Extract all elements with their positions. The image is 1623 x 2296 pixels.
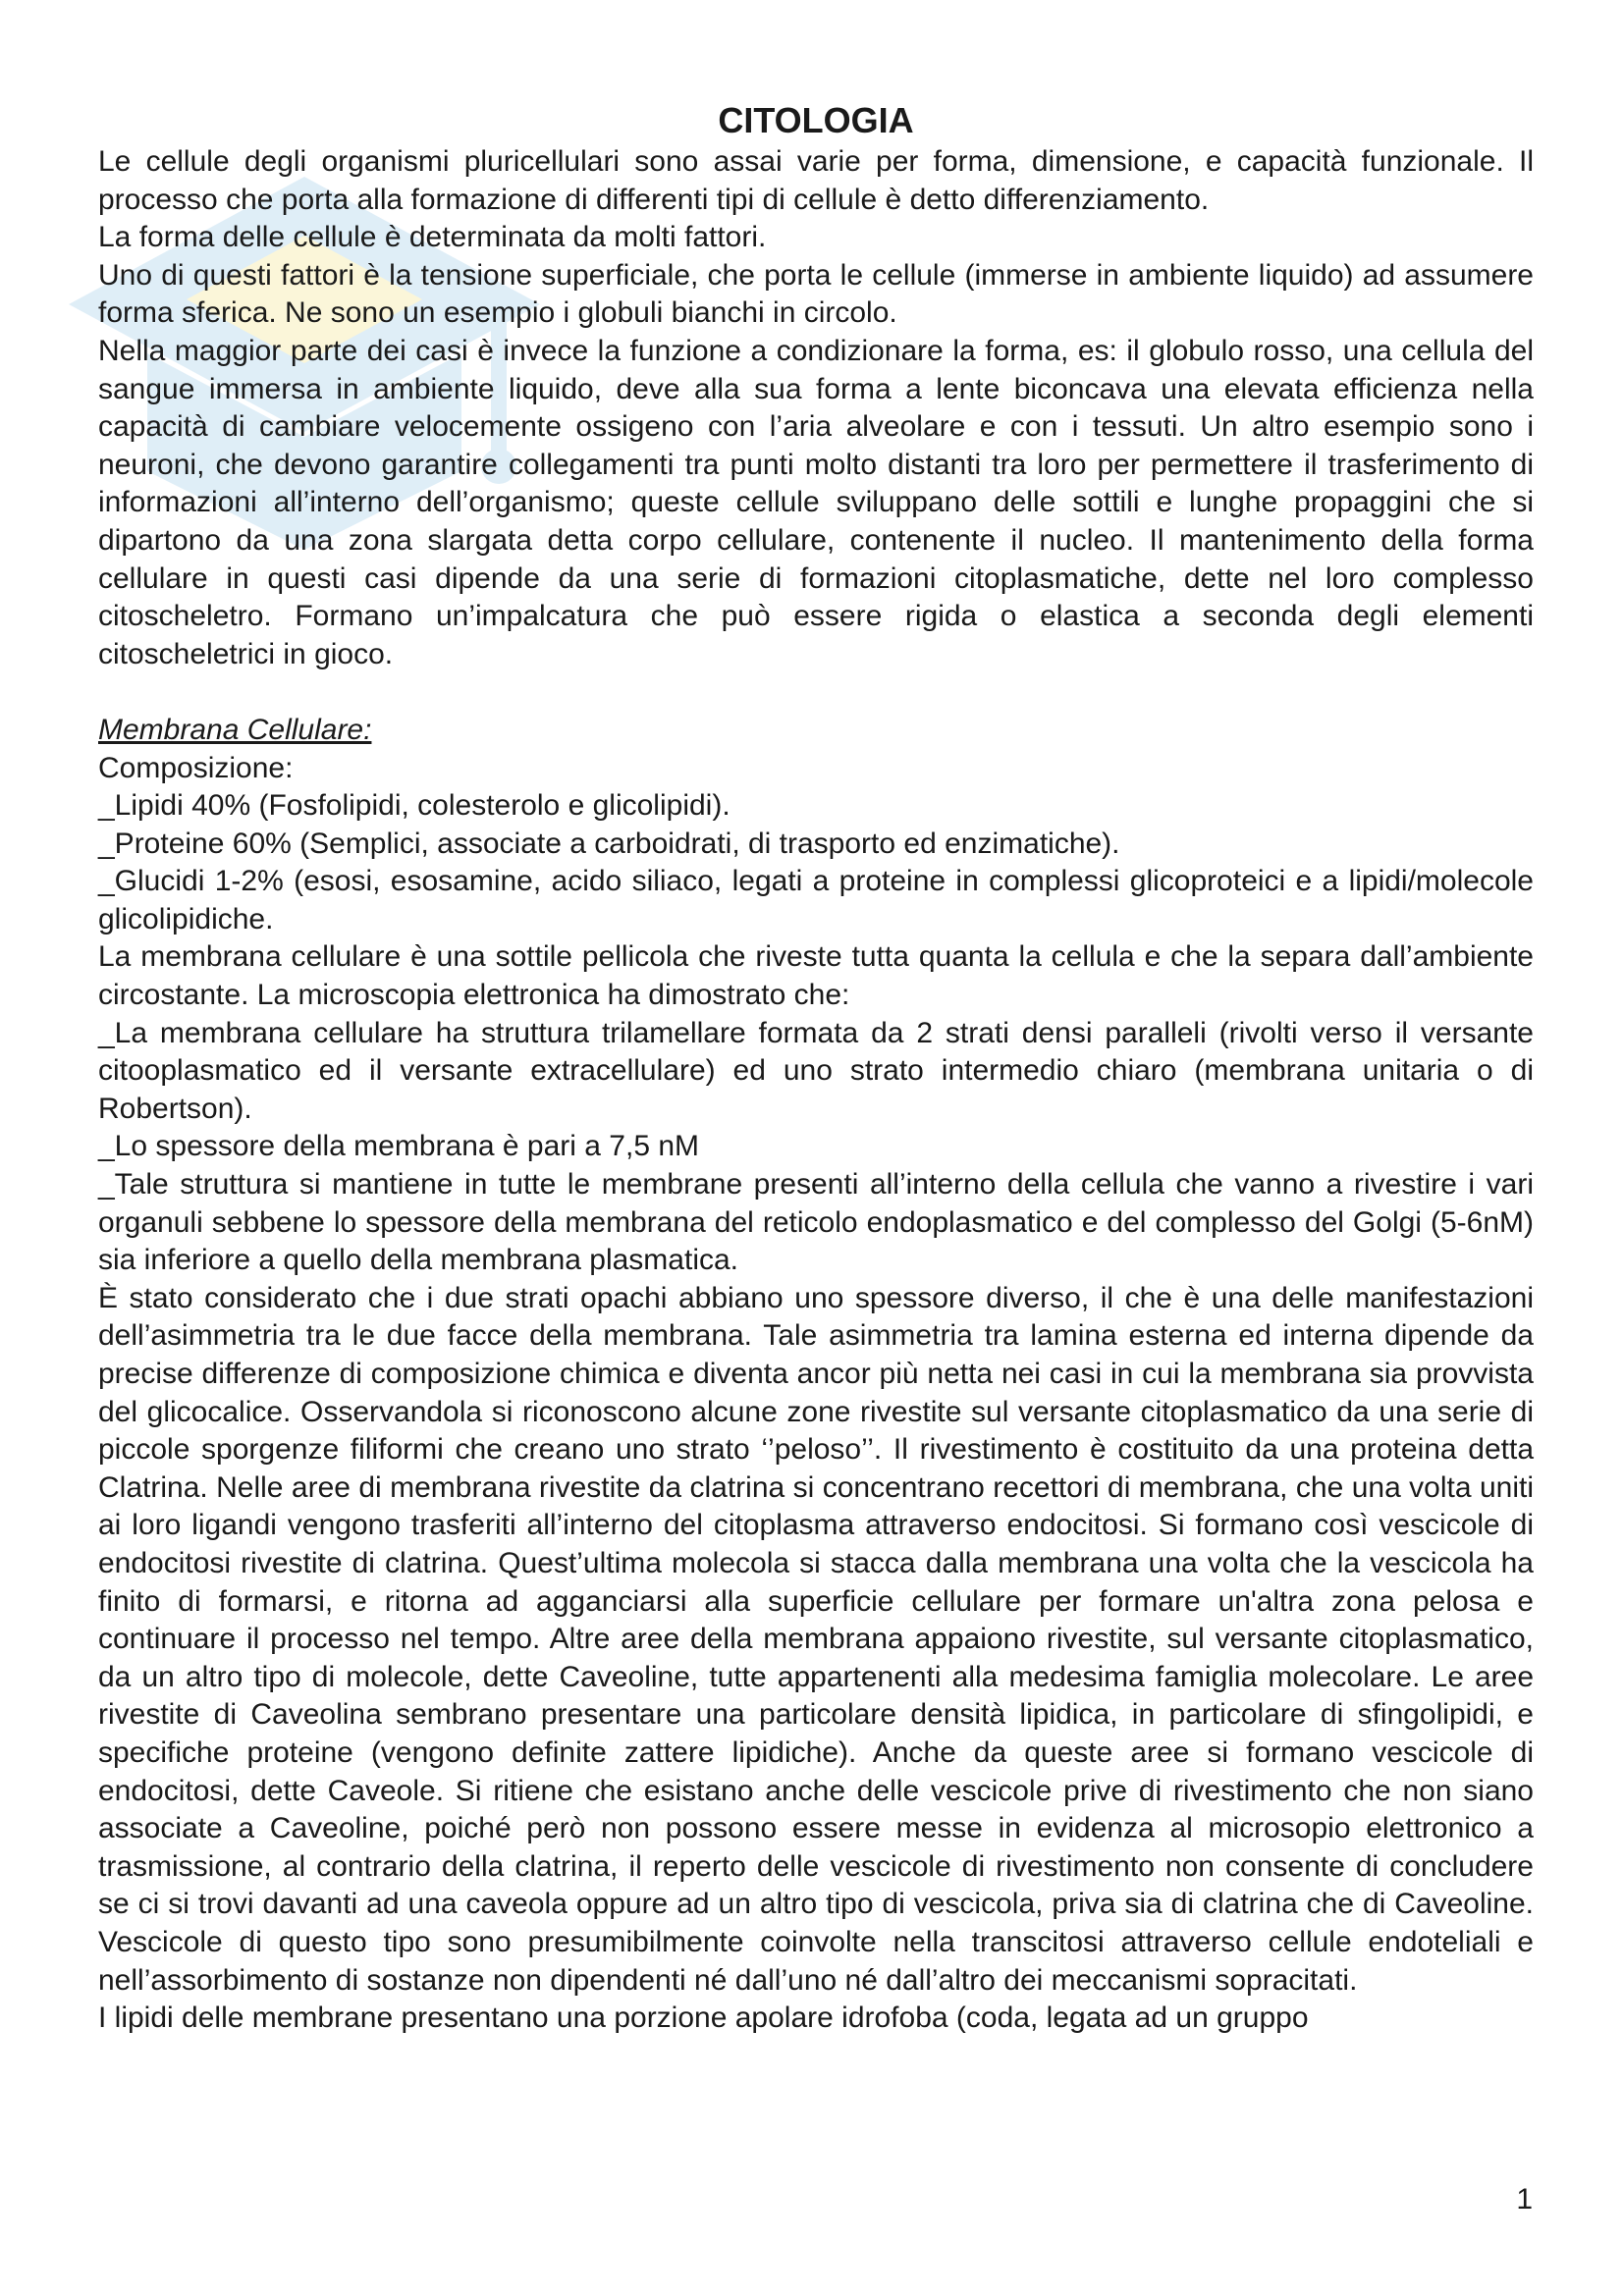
document-page bbox=[98, 98, 1534, 2038]
membrane-paragraph-3: _Lo spessore della membrana è pari a 7,5 nM bbox=[98, 1130, 700, 1163]
membrane-paragraph-5: È stato considerato che i due strati opachi abbiano uno spessore diverso, il che è una delle manifestazioni dell’asimmetria tra le due facce della membrana. Tale asimmetria tra lamina esterna ed interna dipende da precise differenze di composizione chimica e diventa ancor più netta nei casi in cui la membrana sia provvista del glicocalice. Osservandola si riconoscono alcune zone rivestite sul versante citoplasmatico da una serie di piccole sporgenze filiformi che creano uno strato ‘’peloso’’. Il rivestimento è costituito da una proteina detta Clatrina. Nelle aree di membrana rivestite da clatrina si concentrano recettori di membrana, che una volta uniti ai loro ligandi vengono trasferiti all’interno del citoplasma attraverso endocitosi. Si formano così vescicole di endocitosi rivestite di clatrina. Quest’ultima molecola si stacca dalla membrana una volta che la vescicola ha finito di formarsi, e ritorna ad agganciarsi alla superficie cellulare per formare un'altra zona pelosa e continuare il processo nel tempo. Altre aree della membrana appaiono rivestite, sul versante citoplasmatico, da un altro tipo di molecole, dette Caveoline, tutte appartenenti alla medesima famiglia molecolare. Le aree rivestite di Caveolina sembrano presentare una particolare densità lipidica, in particolare di sfingolipidi, e specifiche proteine (vengono definite zattere lipidiche). Anche da queste aree si formano vescicole di endocitosi, dette Caveole. Si ritiene che esistano anche delle vescicole prive di rivestimento che non siano associate a Caveoline, poiché però non possono essere messe in evidenza al microsopio elettronico a trasmissione, al contrario della clatrina, il reperto delle vescicole di rivestimento non consente di concludere se ci si trovi davanti ad una caveola oppure ad un altro tipo di vescicola, priva sia di clatrina che di Caveoline. Vescicole di questo tipo sono presumibilmente coinvolte nella transcitosi attraverso cellule endoteliali e nell’assorbimento di sostanze non dipendenti né dall’uno né dall’altro dei meccanismi sopracitati. bbox=[98, 1281, 1534, 1997]
page-number: 1 bbox=[1516, 2183, 1533, 2216]
membrane-paragraph-2: _La membrana cellulare ha struttura trilamellare formata da 2 strati densi paralleli (rivolti verso il versante citooplasmatico ed il versante extracellulare) ed uno strato intermedio chiaro (membrana unitaria o di Robertson). bbox=[98, 1016, 1534, 1125]
membrane-paragraph-1: La membrana cellulare è una sottile pellicola che riveste tutta quanta la cellula e che la separa dall’ambiente circostante. La microscopia elettronica ha dimostrato che: bbox=[98, 940, 1534, 1012]
composition-label: Composizione: bbox=[98, 751, 294, 784]
membrane-paragraph-6: I lipidi delle membrane presentano una porzione apolare idrofoba (coda, legata ad un gruppo bbox=[98, 2002, 1309, 2035]
composition-item-lipidi: _Lipidi 40% (Fosfolipidi, colesterolo e glicolipidi). bbox=[98, 789, 730, 823]
document-title: CITOLOGIA bbox=[718, 100, 914, 140]
intro-paragraph-4: Nella maggior parte dei casi è invece la funzione a condizionare la forma, es: il globulo rosso, una cellula del sangue immersa in ambiente liquido, deve alla sua forma a lente biconcava una elevata efficienza nella capacità di cambiare velocemente ossigeno con l’aria alveolare e con i tessuti. Un altro esempio sono i neuroni, che devono garantire collegamenti tra punti molto distanti tra loro per permettere il trasferimento di informazioni all’interno dell’organismo; queste cellule sviluppano delle sottili e lunghe propaggini che si dipartono da una zona slargata detta corpo cellulare, contenente il nucleo. Il mantenimento della forma cellulare in questi casi dipende da una serie di formazioni citoplasmatiche, dette nel loro complesso citoscheletro. Formano un’impalcatura che può essere rigida o elastica a seconda degli elementi citoscheletrici in gioco. bbox=[98, 334, 1534, 670]
composition-item-proteine: _Proteine 60% (Semplici, associate a carboidrati, di trasporto ed enzimatiche). bbox=[98, 827, 1120, 860]
intro-paragraph-3: Uno di questi fattori è la tensione superficiale, che porta le cellule (immerse in ambiente liquido) ad assumere forma sferica. Ne sono un esempio i globuli bianchi in circolo. bbox=[98, 258, 1534, 330]
composition-item-glucidi: _Glucidi 1-2% (esosi, esosamine, acido siliaco, legati a proteine in complessi glicoproteici e a lipidi/molecole glicolipidiche. bbox=[98, 865, 1534, 935]
blank-line bbox=[98, 673, 1534, 712]
intro-paragraph-1: Le cellule degli organismi pluricellulari sono assai varie per forma, dimensione, e capacità funzionale. Il processo che porta alla formazione di differenti tipi di cellule è detto differenziamento. bbox=[98, 145, 1534, 216]
membrane-paragraph-4: _Tale struttura si mantiene in tutte le membrane presenti all’interno della cellula che vanno a rivestire i vari organuli sebbene lo spessore della membrana del reticolo endoplasmatico e del complesso del Golgi (5-6nM) sia inferiore a quello della membrana plasmatica. bbox=[98, 1168, 1534, 1277]
section-heading: Membrana Cellulare: bbox=[98, 713, 372, 746]
intro-paragraph-2: La forma delle cellule è determinata da molti fattori. bbox=[98, 221, 767, 254]
